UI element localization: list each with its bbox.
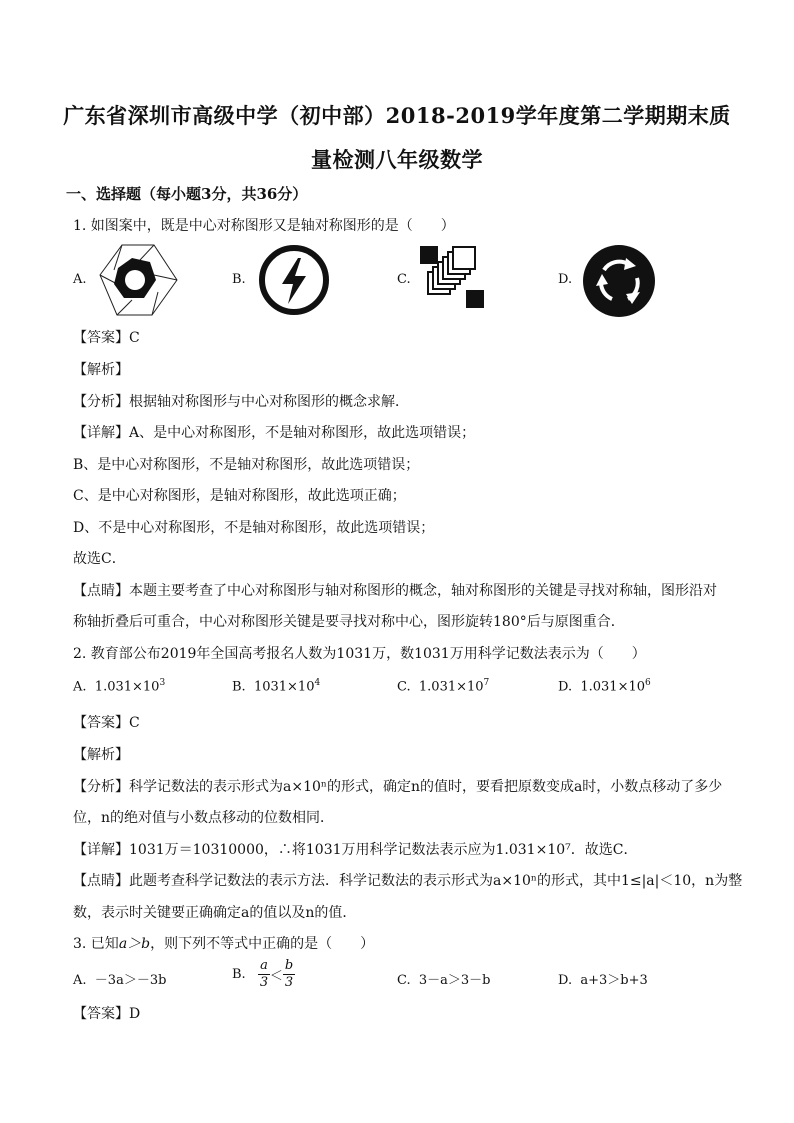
q3-stem: 3. 已知a＞b，则下列不等式中正确的是（ ） [73,936,375,952]
q1-detail-line: 【详解】A、是中心对称图形，不是轴对称图形，故此选项错误； [73,425,476,441]
q1-answer: 【答案】C [73,330,140,346]
recycle-arrows-circle-icon [582,244,656,318]
q3-option-c: C. 3－a＞3－b [397,973,491,988]
q3-answer: 【答案】D [73,1006,141,1022]
q1-label-a: A. [73,272,87,287]
fraction: $\frac{b}{3}$ [284,958,294,990]
q2-detail: 【详解】1031万＝10310000，∴将1031万用科学记数法表示应为1.031×10⁷．故选C． [73,842,638,858]
q2-option-c: C. $1.031\times 10^7$ [397,678,490,695]
q2-analysis-head: 【解析】 [73,747,129,763]
q1-dianjing-line: 【点睛】本题主要考查了中心对称图形与轴对称图形的概念，轴对称图形的关键是寻找对称轴，图形沿对 [73,583,717,599]
q1-analysis-head: 【解析】 [73,362,129,378]
q1-detail-line: 故选C． [73,551,126,567]
section-heading: 一、选择题（每小题3分，共36分） [66,185,308,203]
fraction: $\frac{a}{3}$ [259,958,269,990]
q1-fenxi: 【分析】根据轴对称图形与中心对称图形的概念求解． [73,394,409,410]
q2-dianjing-line: 数，表示时关键要正确确定a的值以及n的值． [73,905,357,921]
q2-dianjing-line: 【点睛】此题考查科学记数法的表示方法．科学记数法的表示形式为a×10ⁿ的形式，其中1≤|a|＜10，n为整 [73,873,743,889]
q2-option-d: D. $1.031\times 10^6$ [558,678,651,695]
q1-detail-line: C、是中心对称图形，是轴对称图形，故此选项正确； [73,488,406,504]
q2-fenxi-line: 位，n的绝对值与小数点移动的位数相同． [73,810,335,826]
q1-dianjing-line: 称轴折叠后可重合，中心对称图形关键是要寻找对称中心，图形旋转180°后与原图重合． [73,614,625,630]
lightning-circle-icon [258,244,330,316]
q2-answer: 【答案】C [73,715,140,731]
q1-detail-line: D、不是中心对称图形，不是轴对称图形，故此选项错误； [73,520,435,536]
q1-label-b: B. [232,272,246,287]
q1-detail-line: B、是中心对称图形，不是轴对称图形，故此选项错误； [73,457,420,473]
q1-label-c: C. [397,272,411,287]
q2-option-a: A. $1.031\times 10^3$ [73,678,166,695]
q2-stem: 2. 教育部公布2019年全国高考报名人数为1031万，数1031万用科学记数法表示为（ ） [73,646,646,662]
hexagon-pinwheel-icon [92,240,182,320]
q1-stem: 1. 如图案中，既是中心对称图形又是轴对称图形的是（ ） [73,218,455,234]
stacked-squares-icon [420,246,486,312]
doc-title-line2: 量检测八年级数学 [311,147,483,172]
q3-option-d: D. a+3＞b+3 [558,973,648,988]
doc-title-line1: 广东省深圳市高级中学（初中部）2018-2019学年度第二学期期末质 [63,103,731,128]
q1-label-d: D. [558,272,573,287]
q2-option-b: B. $1031\times 10^4$ [232,678,321,695]
q3-option-a: A. －3a＞－3b [73,973,167,988]
q2-fenxi-line: 【分析】科学记数法的表示形式为a×10ⁿ的形式，确定n的值时，要看把原数变成a时，小数点移动了多少 [73,779,723,795]
q3-option-b: B. $\frac{a}{3}$ ＜ $\frac{b}{3}$ [232,958,294,990]
